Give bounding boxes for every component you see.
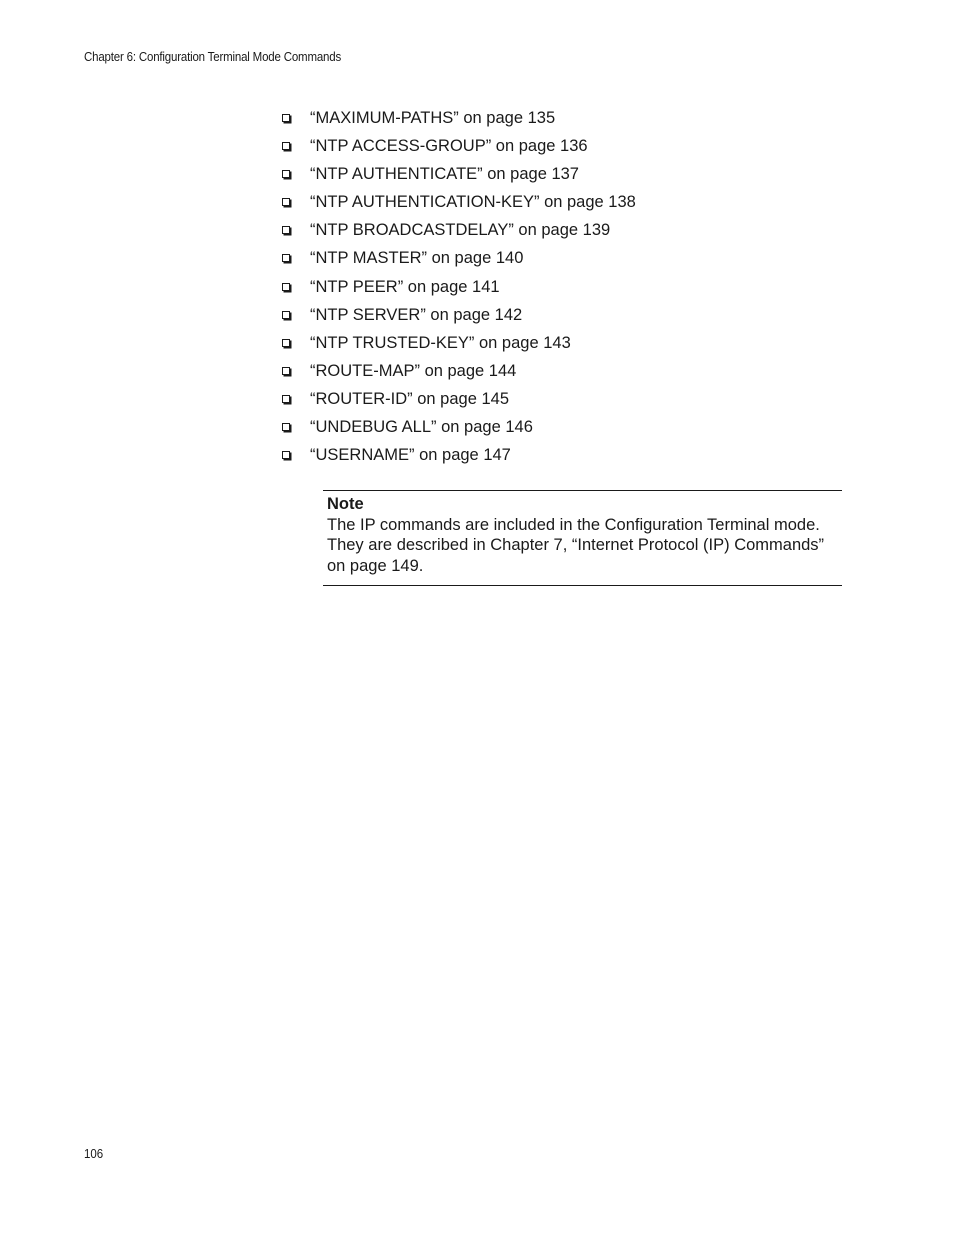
checkbox-bullet-icon — [282, 395, 290, 403]
note-line: on page 149. — [327, 556, 424, 575]
list-item-link[interactable]: “UNDEBUG ALL” on page 146 — [310, 418, 533, 437]
list-item-link[interactable]: “NTP SERVER” on page 142 — [310, 305, 523, 324]
list-item-link[interactable]: “NTP TRUSTED-KEY” on page 143 — [310, 333, 571, 352]
checkbox-bullet-icon — [282, 451, 290, 459]
checkbox-bullet-icon — [282, 142, 290, 150]
list-item-link[interactable]: “NTP AUTHENTICATION-KEY” on page 138 — [310, 193, 636, 212]
list-item-link[interactable]: “ROUTE-MAP” on page 144 — [310, 361, 517, 380]
checkbox-bullet-icon — [282, 226, 290, 234]
list-item-link[interactable]: “NTP BROADCASTDELAY” on page 139 — [310, 221, 611, 240]
checkbox-bullet-icon — [282, 114, 290, 122]
checkbox-bullet-icon — [282, 254, 290, 262]
list-item-link[interactable]: “NTP ACCESS-GROUP” on page 136 — [310, 137, 588, 156]
checkbox-bullet-icon — [282, 283, 290, 291]
note-heading: Note — [327, 495, 364, 513]
note-box — [323, 490, 842, 586]
note-line: They are described in Chapter 7, “Internet Protocol (IP) Commands” — [327, 536, 825, 554]
running-header: Chapter 6: Configuration Terminal Mode Commands — [84, 50, 342, 64]
checkbox-bullet-icon — [282, 339, 290, 347]
note-line: The IP commands are included in the Configuration Terminal mode. — [327, 515, 820, 534]
list-item-link[interactable]: “ROUTER-ID” on page 145 — [310, 389, 509, 408]
list-item-link[interactable]: “MAXIMUM-PATHS” on page 135 — [310, 109, 556, 127]
list-item-link[interactable]: “NTP PEER” on page 141 — [310, 277, 500, 296]
checkbox-bullet-icon — [282, 198, 290, 206]
checkbox-bullet-icon — [282, 367, 290, 375]
list-item-link[interactable]: “USERNAME” on page 147 — [310, 446, 511, 465]
list-item-link[interactable]: “NTP MASTER” on page 140 — [310, 249, 524, 268]
checkbox-bullet-icon — [282, 423, 290, 431]
page-number: 106 — [84, 1147, 104, 1161]
list-item-link[interactable]: “NTP AUTHENTICATE” on page 137 — [310, 165, 579, 184]
checkbox-bullet-icon — [282, 170, 290, 178]
checkbox-bullet-icon — [282, 311, 290, 319]
